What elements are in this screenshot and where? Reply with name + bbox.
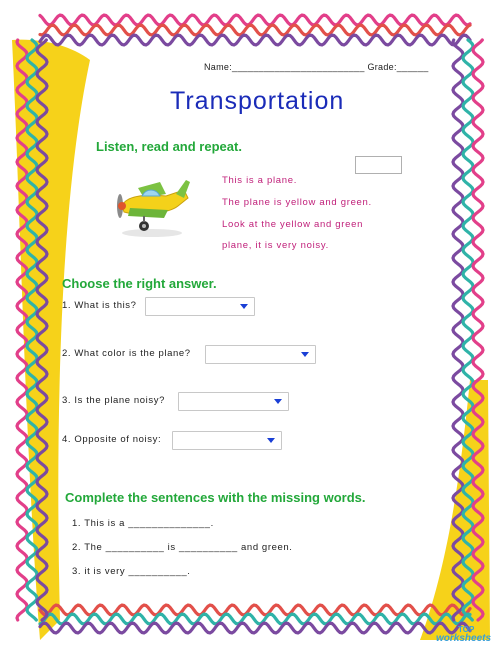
reading-line-3: Look at the yellow and green [222, 219, 364, 230]
wave-bottom-red [40, 605, 470, 615]
question-1: 1. What is this? [62, 300, 137, 311]
wave-bottom-teal [40, 614, 470, 624]
reading-line-4: plane, it is very noisy. [222, 240, 329, 251]
audio-box[interactable] [355, 156, 402, 174]
reading-line-1: This is a plane. [222, 175, 298, 186]
section3-heading: Complete the sentences with the missing words. [65, 490, 366, 505]
question-2: 2. What color is the plane? [62, 348, 191, 359]
answer-dropdown-1[interactable] [145, 297, 255, 316]
wave-top-purple [40, 35, 470, 45]
section2-heading: Choose the right answer. [62, 276, 217, 291]
sentence-2: 2. The __________ is __________ and green. [72, 542, 293, 553]
name-grade-line: Name:_________________________ Grade:______ [204, 62, 429, 72]
plane-illustration [108, 176, 194, 238]
answer-dropdown-3[interactable] [178, 392, 289, 411]
sentence-3: 3. it is very __________. [72, 566, 191, 577]
sentence-1: 1. This is a ______________. [72, 518, 214, 529]
wave-top-pink [40, 15, 470, 25]
wave-top-red [40, 25, 470, 35]
answer-dropdown-2[interactable] [205, 345, 316, 364]
chevron-down-icon [301, 352, 309, 357]
logo-top-text: TOP [458, 625, 475, 634]
reading-line-2: The plane is yellow and green. [222, 197, 372, 208]
question-3: 3. Is the plane noisy? [62, 395, 165, 406]
section1-heading: Listen, read and repeat. [96, 139, 242, 154]
chevron-down-icon [274, 399, 282, 404]
page-title: Transportation [170, 87, 345, 115]
logo-bottom-text: worksheets [436, 633, 492, 644]
chevron-down-icon [267, 438, 275, 443]
question-4: 4. Opposite of noisy: [62, 434, 162, 445]
chevron-down-icon [240, 304, 248, 309]
answer-dropdown-4[interactable] [172, 431, 282, 450]
